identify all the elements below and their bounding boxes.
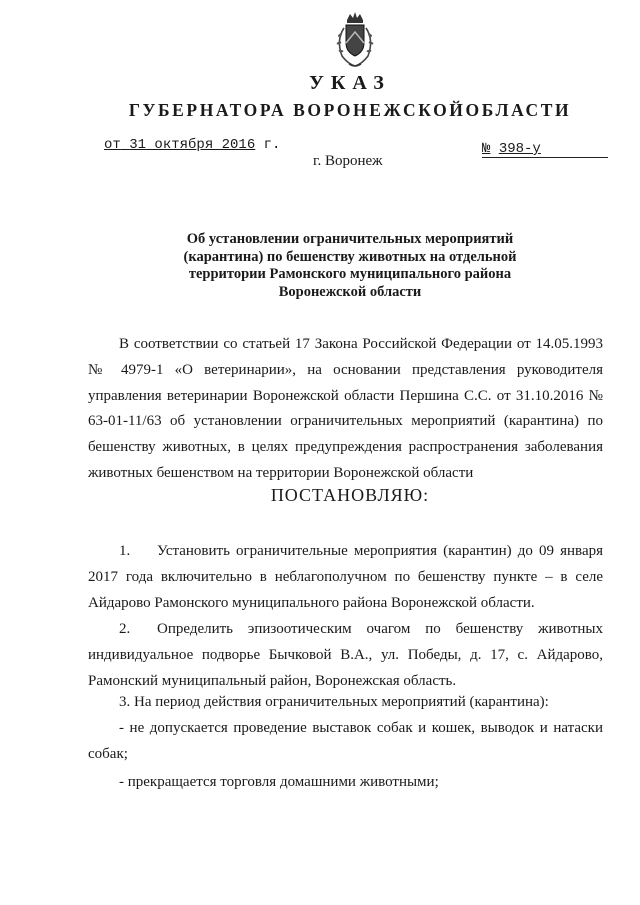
item-1: [88, 539, 603, 616]
date-value: 31 октября 2016: [129, 137, 256, 153]
document-title: УКАЗ: [309, 72, 391, 94]
document-number: [482, 141, 608, 158]
item-number: 2.: [119, 621, 131, 637]
item-3-bullet-2: - прекращается торговля домашними животными;: [119, 774, 439, 790]
number-value: 398-у: [498, 141, 541, 157]
item-text: Определить эпизоотическим очагом по бешенству животных индивидуальное подворье Бычковой В.А., ул. Победы, д. 17, с. Айдарово, Рамонский муниципальный район, Воронежская область.: [88, 621, 603, 689]
coat-of-arms-icon: [332, 10, 378, 70]
number-label: №: [482, 141, 491, 157]
document-city: г. Воронеж: [313, 153, 383, 169]
date-prefix: от: [104, 137, 121, 153]
intro-paragraph: В соответствии со статьей 17 Закона Российской Федерации от 14.05.1993 № 4979-1 «О ветеринарии», на основании представления руководителя управления ветеринарии Воронежской области Першина С.С. от 31.10.2016 № 63-01-11/63 об установлении ограничительных мероприятий (карантина) по бешенству животных, в целях предупреждения распространения заболевания животных бешенством на территории Воронежской области: [88, 336, 603, 481]
date-suffix: г.: [263, 137, 281, 153]
item-3: 3. На период действия ограничительных мероприятий (карантина):: [119, 694, 549, 710]
document-subtitle: ГУБЕРНАТОРА ВОРОНЕЖСКОЙОБЛАСТИ: [128, 100, 572, 120]
item-text: Установить ограничительные мероприятия (карантин) до 09 января 2017 года включительно в неблагополучном по бешенству пункте – в селе Айдарово Рамонского муниципального района Воронежской области.: [88, 543, 603, 611]
item-2: [88, 617, 603, 694]
item-number: 1.: [119, 543, 131, 559]
document-heading: Об установлении ограничительных мероприятий (карантина) по бешенству животных на отдельной территории Рамонского муниципального района Воронежской области: [183, 231, 517, 300]
decree-word: ПОСТАНОВЛЯЮ:: [270, 485, 430, 505]
item-3-bullet-1: - не допускается проведение выставок собак и кошек, выводок и натаски собак;: [88, 720, 603, 762]
document-date: [104, 137, 280, 153]
